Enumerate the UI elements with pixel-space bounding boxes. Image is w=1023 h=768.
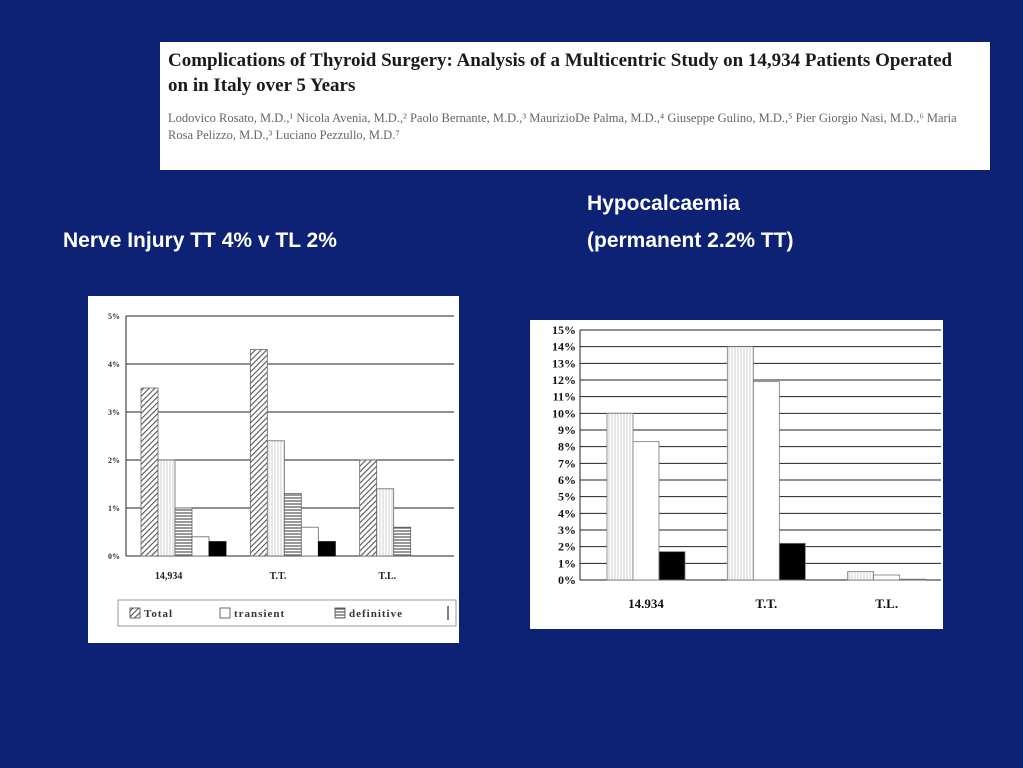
y-tick-label: 4%: [558, 506, 576, 521]
y-tick-label: 9%: [558, 423, 576, 437]
bar: [175, 508, 192, 556]
nerve-injury-chart: [88, 296, 459, 643]
x-tick-label: T.L.: [875, 596, 899, 611]
y-tick-label: 5%: [108, 312, 120, 321]
legend-label: Total: [144, 608, 174, 620]
bar: [779, 543, 805, 580]
bar: [900, 579, 926, 580]
bar: [607, 413, 633, 580]
legend-label: transient: [234, 608, 286, 620]
bar: [659, 552, 685, 580]
bar: [633, 442, 659, 580]
y-tick-label: 0%: [558, 573, 576, 587]
x-tick-label: T.T.: [755, 596, 778, 611]
nerve-injury-heading: Nerve Injury TT 4% v TL 2%: [63, 229, 337, 252]
paper-authors: Lodovico Rosato, M.D.,¹ Nicola Avenia, M.D.,² Paolo Bernante, M.D.,³ MaurizioDe Palma, M.D.,⁴ Giuseppe Gulino, M.D.,⁵ Pier Giorgio Nasi, M.D.,⁶ Maria Rosa Pelizzo, M.D.,³ Luciano Pezzullo, M.D.⁷: [168, 111, 957, 142]
y-tick-label: 2%: [558, 539, 576, 554]
y-tick-label: 12%: [552, 373, 576, 387]
hypocalcaemia-chart-svg: [530, 320, 943, 629]
bar: [209, 542, 226, 556]
bar: [301, 527, 318, 556]
bar: [284, 494, 301, 556]
bar: [158, 460, 175, 556]
y-tick-label: 15%: [552, 323, 576, 337]
y-tick-label: 8%: [558, 439, 576, 454]
paper-title: Complications of Thyroid Surgery: Analysis of a Multicentric Study on 14,934 Patients Operated on in Italy over 5 Years: [168, 50, 953, 96]
y-tick-label: 3%: [558, 523, 576, 537]
x-tick-label: 14.934: [628, 596, 664, 611]
nerve-injury-chart-svg: [88, 296, 459, 643]
hypocalcaemia-subheading: (permanent 2.2% TT): [587, 229, 794, 252]
bar: [267, 441, 284, 556]
legend-label: definitive: [349, 608, 403, 620]
y-tick-label: 5%: [558, 489, 576, 504]
y-tick-label: 4%: [108, 360, 120, 369]
y-tick-label: 13%: [552, 356, 576, 371]
x-tick-label: 14,934: [154, 571, 183, 582]
y-tick-label: 0%: [108, 552, 120, 561]
bar: [377, 489, 394, 556]
y-tick-label: 11%: [552, 389, 576, 404]
legend-swatch: [130, 608, 140, 618]
bar: [250, 350, 267, 556]
y-tick-label: 10%: [552, 406, 576, 421]
y-tick-label: 7%: [558, 456, 576, 471]
bar: [874, 575, 900, 580]
paper-header: [160, 42, 990, 170]
y-tick-label: 1%: [558, 556, 576, 571]
y-tick-label: 6%: [558, 473, 576, 487]
bar: [141, 388, 158, 556]
y-tick-label: 2%: [108, 456, 120, 465]
bar: [394, 527, 411, 556]
bar: [753, 382, 779, 580]
bar: [848, 572, 874, 580]
bar: [318, 542, 335, 556]
bar: [727, 347, 753, 580]
legend-swatch: [220, 608, 230, 618]
legend-swatch: [335, 608, 345, 618]
x-tick-label: T.T.: [269, 571, 287, 582]
y-tick-label: 3%: [108, 408, 120, 417]
x-tick-label: T.L.: [378, 571, 397, 582]
hypocalcaemia-chart: [530, 320, 943, 629]
y-tick-label: 14%: [552, 339, 576, 354]
bar: [192, 537, 209, 556]
bar: [360, 460, 377, 556]
y-tick-label: 1%: [108, 504, 120, 513]
hypocalcaemia-heading: Hypocalcaemia: [587, 192, 740, 215]
